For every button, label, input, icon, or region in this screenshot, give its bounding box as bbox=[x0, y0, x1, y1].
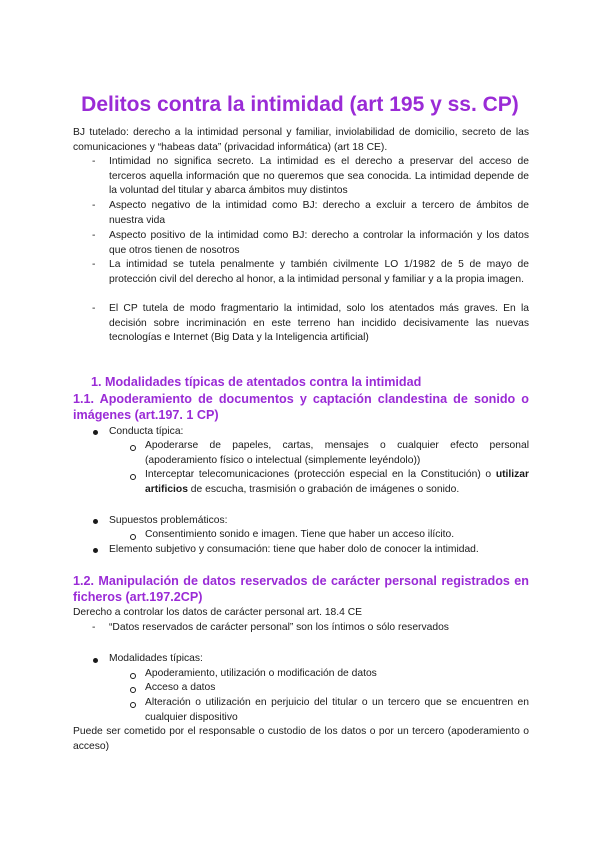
list-item: La intimidad se tutela penalmente y también civilmente LO 1/1982 de 5 de mayo de protección civil del derecho al honor, a la intimidad personal y familiar y a la propia imagen. bbox=[109, 259, 529, 285]
list-item: Apoderarse de papeles, cartas, mensajes o cualquier efecto personal (apoderamiento físico o intelectual (simplemente leyéndolo)) bbox=[145, 440, 529, 466]
list-item: “Datos reservados de carácter personal” son los íntimos o sólo reservados bbox=[109, 622, 449, 633]
dash-marker: - bbox=[92, 200, 96, 211]
dash-marker: - bbox=[92, 622, 96, 633]
bullet-icon bbox=[93, 658, 98, 663]
dash-marker: - bbox=[92, 259, 96, 270]
list-item: Aspecto negativo de la intimidad como BJ: derecho a excluir a tercero de ámbitos de nuestra vida bbox=[109, 200, 529, 226]
subsection-intro: Derecho a controlar los datos de carácter personal art. 18.4 CE bbox=[73, 607, 363, 618]
list-item: Alteración o utilización en perjuicio del titular o un tercero que se encuentren en cualquier dispositivo bbox=[145, 697, 529, 723]
conducta-label: Conducta típica: bbox=[109, 426, 184, 437]
section-heading: 1. Modalidades típicas de atentados contra la intimidad bbox=[91, 375, 422, 389]
bold-term: utilizar artificios bbox=[145, 469, 529, 495]
dash-marker: - bbox=[92, 230, 96, 241]
circle-bullet-icon bbox=[130, 445, 136, 451]
intro-paragraph: BJ tutelado: derecho a la intimidad personal y familiar, inviolabilidad de domicilio, secreto de las comunicaciones y “habeas data” (privacidad informática) (art 18 CE). bbox=[73, 127, 529, 153]
list-item: Elemento subjetivo y consumación: tiene que haber dolo de conocer la intimidad. bbox=[109, 544, 479, 555]
list-item: El CP tutela de modo fragmentario la intimidad, solo los atentados más graves. En la decisión sobre incriminación en este terreno han incidido decisivamente las nuevas tecnologías e Internet (Big Data y la Inteligencia artificial) bbox=[109, 303, 529, 344]
bullet-icon bbox=[93, 430, 98, 435]
list-item: Apoderamiento, utilización o modificación de datos bbox=[145, 668, 377, 679]
circle-bullet-icon bbox=[130, 673, 136, 679]
circle-bullet-icon bbox=[130, 687, 136, 693]
subsection-heading: 1.1. Apoderamiento de documentos y captación clandestina de sonido o imágenes (art.197. 1 CP) bbox=[73, 392, 529, 422]
dash-marker: - bbox=[92, 156, 96, 167]
list-item-text: Interceptar telecomunicaciones (protección especial en la Constitución) o bbox=[145, 469, 492, 480]
circle-bullet-icon bbox=[130, 702, 136, 708]
list-item: Acceso a datos bbox=[145, 682, 216, 693]
page-title: Delitos contra la intimidad (art 195 y ss. CP) bbox=[81, 93, 519, 116]
modalidades-label: Modalidades típicas: bbox=[109, 653, 203, 664]
list-item-text: de escucha, trasmisión o grabación de imágenes o sonido. bbox=[187, 483, 460, 495]
list-item: Aspecto positivo de la intimidad como BJ: derecho a controlar la información y los datos que otros tienen de nosotros bbox=[109, 230, 529, 256]
list-item: Consentimiento sonido e imagen. Tiene que haber un acceso ilícito. bbox=[145, 529, 455, 540]
circle-bullet-icon bbox=[130, 534, 136, 540]
supuestos-label: Supuestos problemáticos: bbox=[109, 515, 228, 526]
dash-marker: - bbox=[92, 303, 96, 314]
bullet-icon bbox=[93, 548, 98, 553]
closing-paragraph: Puede ser cometido por el responsable o custodio de los datos o por un tercero (apoderamiento o acceso) bbox=[73, 726, 529, 752]
bullet-icon bbox=[93, 519, 98, 524]
subsection-heading: 1.2. Manipulación de datos reservados de carácter personal registrados en ficheros (art.197.2CP) bbox=[73, 574, 529, 604]
list-item bbox=[145, 468, 529, 497]
circle-bullet-icon bbox=[130, 474, 136, 480]
list-item: Intimidad no significa secreto. La intimidad es el derecho a preservar del acceso de terceros aquella información que no queremos que sea conocida. La intimidad depende de la voluntad del titular y abarca ámbitos muy distintos bbox=[109, 156, 529, 197]
